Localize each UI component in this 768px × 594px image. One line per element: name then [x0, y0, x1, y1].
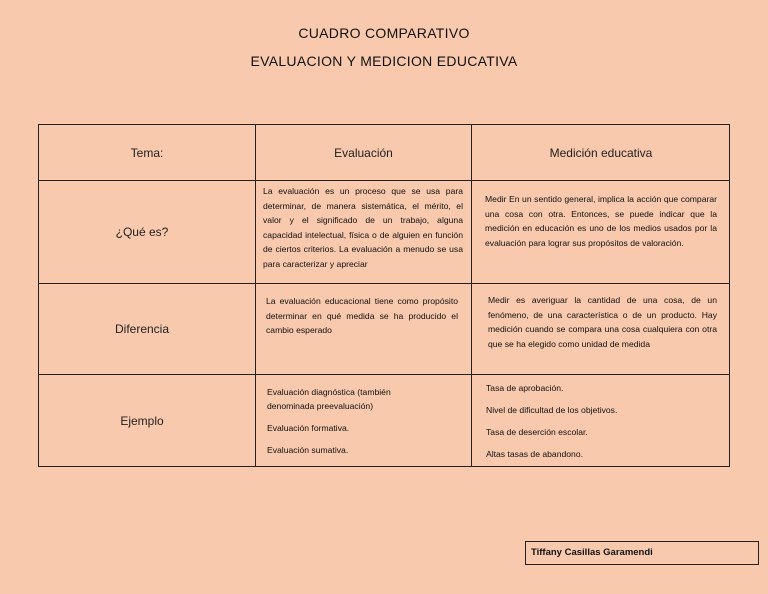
author-box	[525, 541, 759, 565]
medicion-examples	[486, 381, 716, 461]
row-label-ejemplo: Ejemplo	[120, 414, 164, 428]
row-label-diferencia: Diferencia	[114, 322, 170, 336]
list-item: Nivel de dificultad de los objetivos.	[486, 405, 618, 415]
document-subtitle: EVALUACION Y MEDICION EDUCATIVA	[250, 53, 518, 69]
header-evaluacion: Evaluación	[334, 145, 393, 160]
document-title: CUADRO COMPARATIVO	[298, 25, 470, 41]
list-item: Evaluación formativa.	[267, 423, 350, 433]
list-item: Tasa de deserción escolar.	[486, 427, 588, 437]
evaluacion-difference: La evaluación educacional tiene como propósito determinar en qué medida se ha producido el cambio esperado	[266, 296, 458, 335]
header-medicion: Medición educativa	[549, 145, 653, 160]
list-item: Evaluación sumativa.	[267, 445, 349, 455]
list-item: Evaluación diagnóstica (también denominada preevaluación)	[267, 387, 391, 411]
medicion-difference: Medir es averiguar la cantidad de una cosa, de un fenómeno, de una característica o de un producto. Hay medición cuando se compara una cosa cualquiera con otra que se ha elegido como unidad de medida	[488, 295, 717, 349]
medicion-definition: Medir En un sentido general, implica la acción que comparar una cosa con otra. Entonces, se puede indicar que la medición en educación es uno de los medios usados por la evaluación para lograr sus propósitos de valoración.	[485, 194, 717, 248]
row-label-que-es: ¿Qué es?	[115, 225, 169, 239]
list-item: Altas tasas de abandono.	[486, 449, 583, 459]
author-name: Tiffany Casillas Garamendi	[531, 547, 653, 558]
list-item: Tasa de aprobación.	[486, 383, 564, 393]
comparison-table	[38, 124, 730, 467]
evaluacion-examples	[267, 385, 432, 457]
header-tema: Tema:	[130, 145, 164, 160]
evaluacion-definition: La evaluación es un proceso que se usa para determinar, de manera sistemática, el mérito, el valor y el significado de un trabajo, alguna capacidad intelectual, física o de alguien en función de ciertos criterios. La evaluación a menudo se usa para caracterizar y apreciar	[263, 186, 463, 269]
